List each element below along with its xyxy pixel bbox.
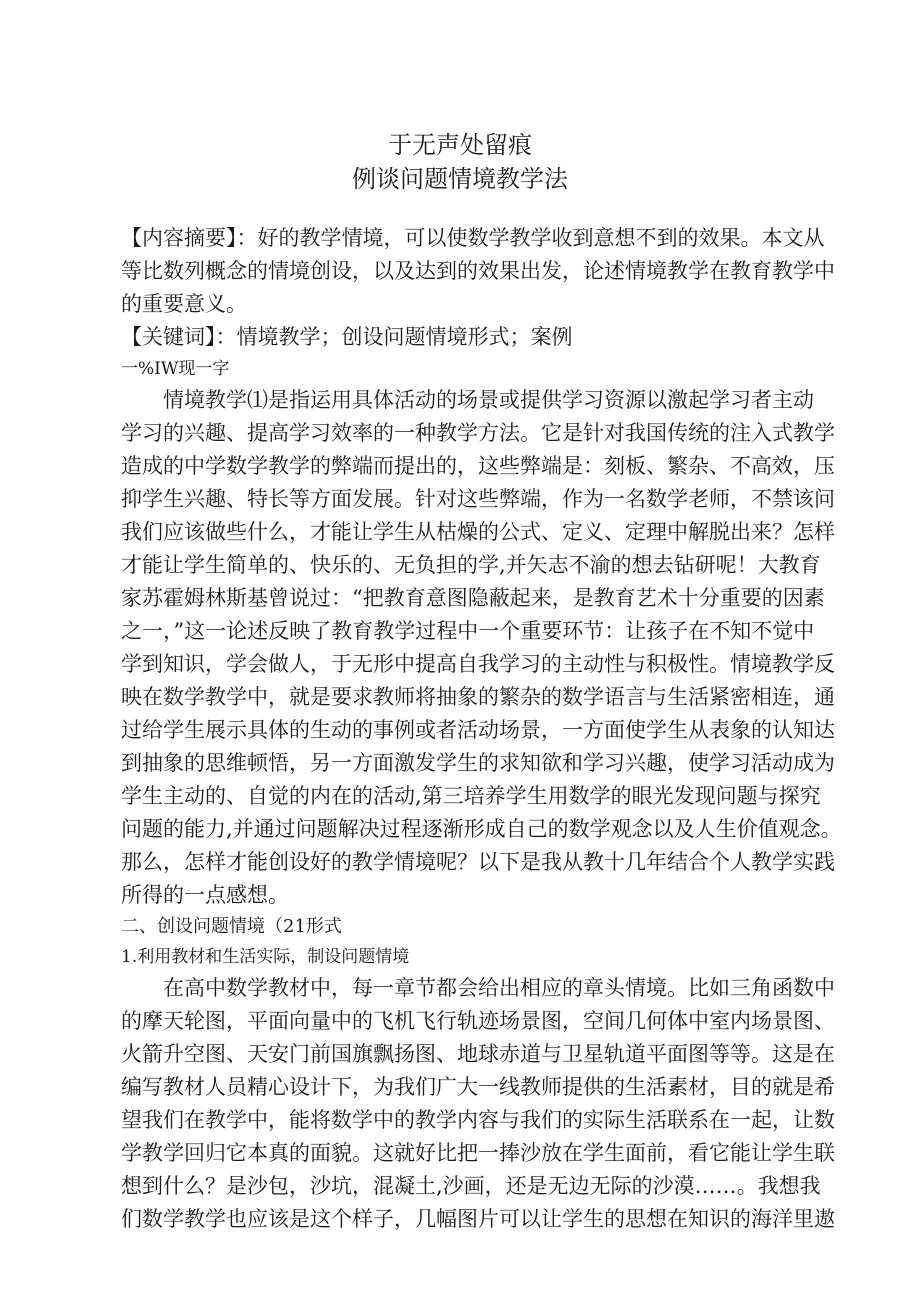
section-1-line: 才能让学生简单的、快乐的、无负担的学,并矢志不渝的想去钻研呢！大教育: [121, 553, 821, 577]
section-1-line: 到抽象的思维顿悟，另一方面激发学生的求知欲和学习兴趣，使学习活动成为: [121, 751, 835, 775]
section-1-line: 问题的能力,并通过问题解决过程逐渐形成自己的数学观念以及人生价值观念。: [121, 817, 842, 841]
document-body: [121, 222, 842, 1236]
subsection-1-line: 望我们在教学中，能将数学中的教学内容与我们的实际生活联系在一起，让数: [121, 1108, 835, 1132]
section-1-line: 家苏霍姆林斯基曾说过：“把教育意图隐蔽起来，是教育艺术十分重要的因素: [121, 586, 825, 610]
section-1-heading: 一%IW现一字: [121, 359, 230, 379]
section-1-line: 之一，”这一论述反映了教育教学过程中一个重要环节：让孩子在不知不觉中: [121, 619, 815, 643]
section-1-line: 学到知识，学会做人，于无形中提高自我学习的主动性与积极性。情境教学反: [121, 652, 835, 676]
section-1-line: 情境教学⑴是指运用具体活动的场景或提供学习资源以激起学习者主动: [163, 388, 814, 412]
document-title: 于无声处留痕: [388, 131, 532, 159]
subsection-1-heading: 1.利用教材和生活实际，制设问题情境: [121, 947, 410, 967]
section-1-line: 那么，怎样才能创设好的教学情境呢？以下是我从教十几年结合个人教学实践: [121, 850, 835, 874]
section-1-line: 学生主动的、自觉的内在的活动,第三培养学生用数学的眼光发现问题与探究: [121, 784, 821, 808]
section-1-line: 造成的中学数学教学的弊端而提出的，这些弊端是：刻板、繁杂、不高效，压: [121, 454, 835, 478]
subsection-1-line: 想到什么？是沙包，沙坑，混凝土,沙画，还是无边无际的沙漠……。我想我: [121, 1174, 821, 1198]
section-2-heading: 二、创设问题情境（21形式: [121, 916, 342, 937]
abstract-line: 的重要意义。: [121, 292, 247, 316]
subsection-1-line: 的摩天轮图，平面向量中的飞机飞行轨迹场景图，空间几何体中室内场景图、: [121, 1009, 835, 1033]
section-1-line: 所得的一点感想。: [121, 883, 289, 907]
abstract-line: 等比数列概念的情境创设，以及达到的效果出发，论述情境教学在教育教学中: [121, 259, 835, 283]
subsection-1-line: 火箭升空图、天安门前国旗飘扬图、地球赤道与卫星轨道平面图等等。这是在: [121, 1042, 835, 1066]
subsection-1-line: 在高中数学教材中，每一章节都会给出相应的章头情境。比如三角函数中: [163, 976, 835, 1000]
subsection-1-line: 学教学回归它本真的面貌。这就好比把一捧沙放在学生面前，看它能让学生联: [121, 1141, 835, 1165]
section-1-line: 映在数学教学中，就是要求教师将抽象的繁杂的数学语言与生活紧密相连，通: [121, 685, 835, 709]
abstract-line: 【内容摘要】：好的教学情境，可以使数学教学收到意想不到的效果。本文从: [121, 226, 825, 250]
section-1-line: 我们应该做些什么，才能让学生从枯燥的公式、定义、定理中解脱出来？怎样: [121, 520, 835, 544]
section-1-line: 过给学生展示具体的生动的事例或者活动场景，一方面使学生从表象的认知达: [121, 718, 835, 742]
keywords-line: 【关键词】：情境教学；创设问题情境形式；案例: [121, 325, 573, 349]
section-1-line: 抑学生兴趣、特长等方面发展。针对这些弊端，作为一名数学老师，不禁该问: [121, 487, 835, 511]
document-subtitle: 例谈问题情境教学法: [352, 165, 568, 193]
section-1-line: 学习的兴趣、提高学习效率的一种教学方法。它是针对我国传统的注入式教学: [121, 421, 835, 445]
subsection-1-line: 编写教材人员精心设计下，为我们广大一线教师提供的生活素材，目的就是希: [121, 1075, 835, 1099]
subsection-1-line: 们数学教学也应该是这个样子，几幅图片可以让学生的思想在知识的海洋里遨: [121, 1207, 835, 1231]
